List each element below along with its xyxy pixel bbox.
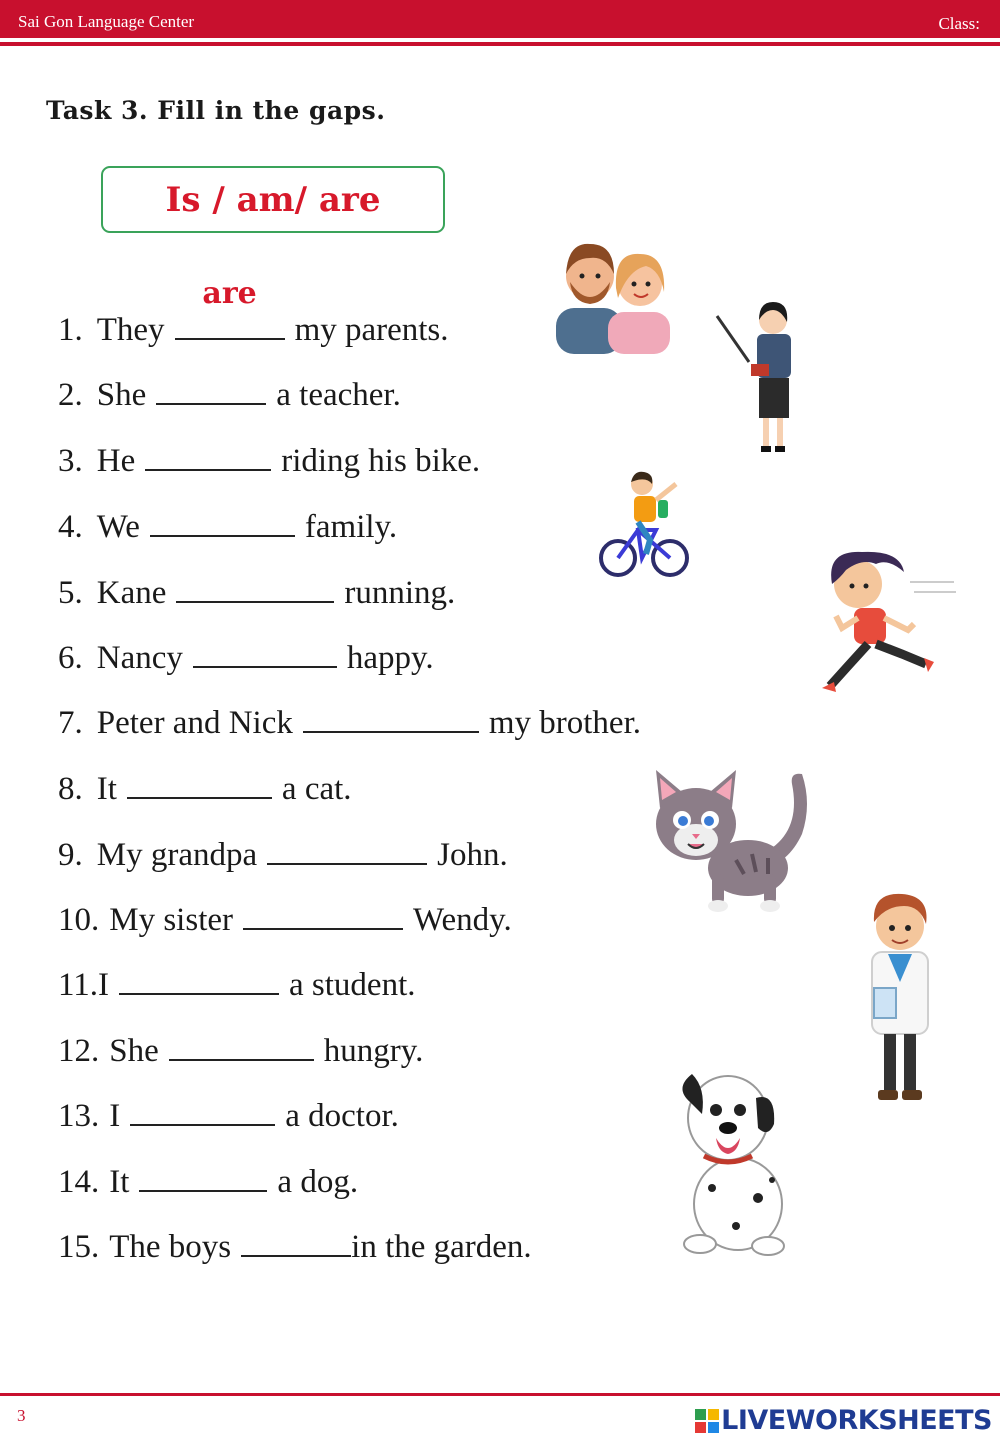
question-number: 13. bbox=[58, 1098, 100, 1134]
question-15 bbox=[58, 1229, 532, 1266]
question-text-before: Peter and Nick bbox=[96, 705, 293, 741]
answer-gap[interactable] bbox=[175, 276, 285, 340]
question-text-before: Kane bbox=[96, 575, 167, 611]
question-number: 10. bbox=[58, 902, 100, 938]
header-divider bbox=[0, 42, 1000, 46]
question-1 bbox=[58, 276, 449, 349]
answer-gap[interactable] bbox=[193, 640, 337, 668]
answer-gap[interactable] bbox=[150, 509, 295, 537]
question-number: 7. bbox=[58, 705, 83, 741]
liveworksheets-logo-text: LIVEWORKSHEETS bbox=[721, 1405, 992, 1436]
question-4 bbox=[58, 509, 397, 546]
answer-gap[interactable] bbox=[169, 1033, 314, 1061]
question-8 bbox=[58, 771, 352, 808]
answer-gap[interactable] bbox=[267, 837, 427, 865]
dalmatian-dog-illustration bbox=[672, 1058, 800, 1258]
footer-divider bbox=[0, 1393, 1000, 1396]
question-12 bbox=[58, 1033, 423, 1070]
page-number: 3 bbox=[17, 1406, 26, 1425]
question-text-after: my parents. bbox=[294, 312, 449, 348]
question-text-after: riding his bike. bbox=[281, 443, 481, 479]
teacher-illustration bbox=[715, 298, 801, 456]
question-text-before: It bbox=[96, 771, 117, 807]
answer-gap[interactable] bbox=[241, 1229, 351, 1257]
question-text-after: hungry. bbox=[323, 1033, 424, 1069]
doctor-illustration bbox=[864, 892, 934, 1106]
question-text-before: She bbox=[96, 377, 147, 413]
answer-gap[interactable] bbox=[139, 1164, 267, 1192]
question-number: 2. bbox=[58, 377, 83, 413]
word-box bbox=[101, 166, 445, 233]
question-number: 15. bbox=[58, 1229, 100, 1265]
answer-gap[interactable] bbox=[130, 1098, 275, 1126]
question-2 bbox=[58, 377, 401, 414]
question-text-before: My sister bbox=[109, 902, 233, 938]
question-text-before: She bbox=[109, 1033, 159, 1069]
question-text-after: my brother. bbox=[488, 705, 642, 741]
question-number: 14. bbox=[58, 1164, 100, 1200]
question-number: 4. bbox=[58, 509, 83, 545]
question-text-before: Nancy bbox=[96, 640, 183, 676]
question-text-before: He bbox=[96, 443, 136, 479]
task-title: Task 3. Fill in the gaps. bbox=[46, 96, 386, 125]
question-number: 1. bbox=[58, 312, 83, 348]
question-7 bbox=[58, 705, 641, 742]
question-text-before: The boys bbox=[109, 1229, 232, 1265]
question-6 bbox=[58, 640, 434, 677]
running-boy-illustration bbox=[818, 548, 958, 700]
question-text-after: happy. bbox=[346, 640, 434, 676]
question-number: 9. bbox=[58, 837, 83, 873]
question-number: 3. bbox=[58, 443, 83, 479]
question-3 bbox=[58, 443, 480, 480]
question-text-after: running. bbox=[344, 575, 456, 611]
question-13 bbox=[58, 1098, 399, 1135]
question-14 bbox=[58, 1164, 358, 1201]
cat-illustration bbox=[652, 764, 810, 914]
question-text-after: John. bbox=[437, 837, 508, 873]
word-box-text: Is / am/ are bbox=[165, 179, 381, 220]
question-number: 5. bbox=[58, 575, 83, 611]
question-text-after: in the garden. bbox=[351, 1229, 532, 1265]
question-text-before: I bbox=[109, 1098, 121, 1134]
question-text-after: a teacher. bbox=[276, 377, 401, 413]
question-10 bbox=[58, 902, 512, 939]
answer-gap[interactable] bbox=[119, 967, 279, 995]
question-9 bbox=[58, 837, 508, 874]
parents-illustration bbox=[556, 236, 672, 354]
answer-gap[interactable] bbox=[243, 902, 403, 930]
answer-gap[interactable] bbox=[176, 575, 334, 603]
class-label: Class: bbox=[938, 14, 980, 33]
question-text-after: a student. bbox=[289, 967, 416, 1003]
question-text-before: It bbox=[109, 1164, 130, 1200]
question-11 bbox=[58, 967, 416, 1004]
answer-gap[interactable] bbox=[156, 377, 266, 405]
answer-gap[interactable] bbox=[303, 705, 479, 733]
question-text-before: They bbox=[96, 312, 165, 348]
answer-gap[interactable] bbox=[145, 443, 271, 471]
question-text-after: Wendy. bbox=[413, 902, 512, 938]
question-text-before: We bbox=[96, 509, 140, 545]
liveworksheets-logo[interactable] bbox=[695, 1405, 992, 1436]
question-5 bbox=[58, 575, 455, 612]
liveworksheets-logo-icon bbox=[695, 1409, 719, 1433]
question-text-before: My grandpa bbox=[96, 837, 258, 873]
center-name: Sai Gon Language Center bbox=[18, 12, 195, 31]
question-text-after: family. bbox=[304, 509, 398, 545]
answer-gap[interactable] bbox=[127, 771, 272, 799]
question-number: 11.I bbox=[58, 967, 110, 1003]
question-text-after: a cat. bbox=[281, 771, 352, 807]
answer-text: are bbox=[202, 276, 257, 311]
boy-on-bike-illustration bbox=[598, 470, 690, 580]
question-text-after: a doctor. bbox=[285, 1098, 399, 1134]
question-text-after: a dog. bbox=[277, 1164, 359, 1200]
question-number: 12. bbox=[58, 1033, 100, 1069]
question-number: 8. bbox=[58, 771, 83, 807]
question-number: 6. bbox=[58, 640, 83, 676]
